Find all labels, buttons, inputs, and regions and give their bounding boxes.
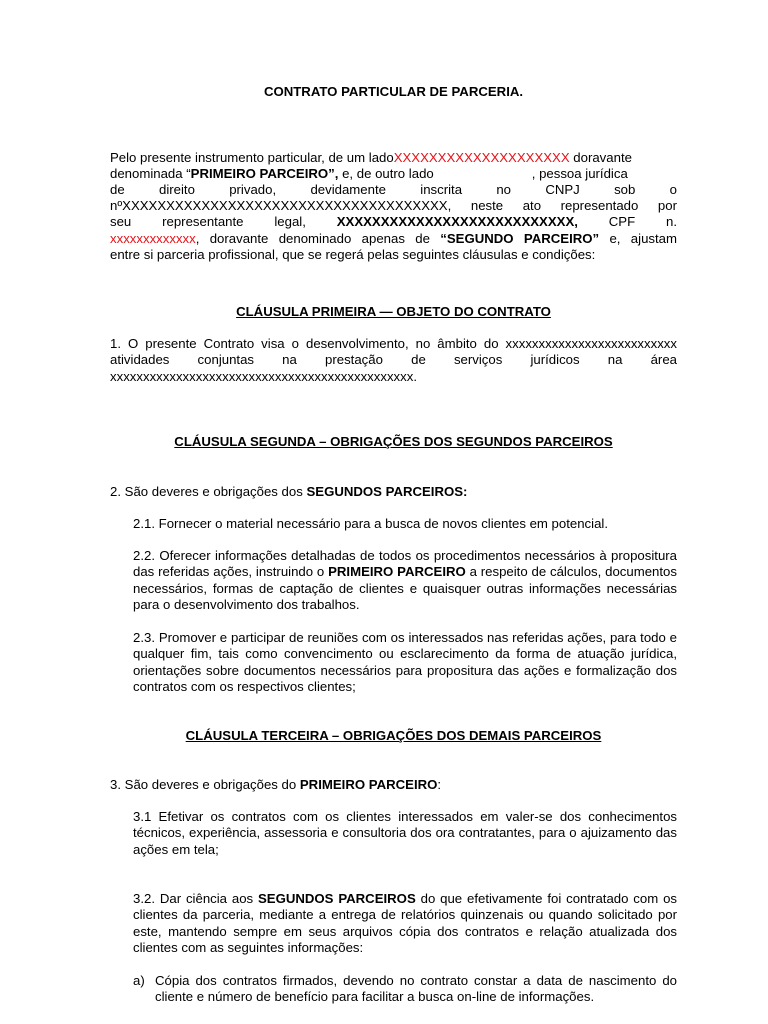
clause-item: 2.1. Fornecer o material necessário para a busca de novos clientes em potencial. (133, 516, 609, 531)
clause-item: 3.1 Efetivar os contratos com os clientes interessados em valer-se dos conhecimentos técnicos, experiência, assessoria e consultoria dos ora contratantes, para o ajuizamento das ações em tela; (133, 809, 677, 857)
clause-heading: CLÁUSULA TERCEIRA – OBRIGAÇÕES DOS DEMAIS PARCEIROS (185, 728, 602, 743)
list-item-text: Cópia dos contratos firmados, devendo no contrato constar a data de nascimento do cliente e número de benefício para facilitar a busca on-line de informações. (155, 973, 677, 1005)
intro-line: denominada “PRIMEIRO PARCEIRO”, e, de outro lado , pessoa jurídica (110, 166, 628, 181)
clause-intro: 2. São deveres e obrigações dos SEGUNDOS PARCEIROS: (110, 484, 468, 499)
placeholder-text: XXXXXXXXXXXXXXXXXXXX (393, 150, 570, 165)
clause-item: 3.2. Dar ciência aos SEGUNDOS PARCEIROS do que efetivamente foi contratado com os clientes da parceria, mediante a entrega de relatórios quinzenais ou quando solicitado por este, mantendo sempre em seus arquivos cópia dos contratos e relação atualizada dos clientes com as seguintes informações: (133, 891, 678, 955)
clause-paragraph: 1. O presente Contrato visa o desenvolvimento, no âmbito do xxxxxxxxxxxxxxxxxxxxxxxxxx atividades conjuntas na prestação de serviços jurídicos na área xxxxxxxxxxxxxxxxxxxxxxxxxxxxxxxxxxxxxxxxxxxxxx. (110, 336, 677, 384)
clause-intro: 3. São deveres e obrigações do PRIMEIRO PARCEIRO: (110, 777, 442, 792)
placeholder-text: xxxxxxxxxxxxx (110, 231, 196, 246)
clause-item: 2.3. Promover e participar de reuniões com os interessados nas referidas ações, para todo e qualquer fim, tais como convencimento ou esclarecimento da forma de atuação jurídica, orientações sobre documentos necessários para propositura das ações e formalização dos contratos com os respectivos clientes; (133, 630, 677, 694)
intro-line: de direito privado, devidamente inscrita no CNPJ sob o (110, 182, 677, 197)
document-title: CONTRATO PARTICULAR DE PARCERIA. (263, 84, 524, 99)
clause-item: 2.2. Oferecer informações detalhadas de todos os procedimentos necessários à propositura das referidas ações, instruindo o PRIMEIRO PARCEIRO a respeito de cálculos, documentos necessários, formas de captação de clientes e quaisquer outras informações necessárias para o desenvolvimento dos trabalhos. (133, 548, 677, 612)
clause-heading: CLÁUSULA SEGUNDA – OBRIGAÇÕES DOS SEGUNDOS PARCEIROS (174, 434, 613, 449)
intro-line: entre si parceria profissional, que se regerá pelas seguintes cláusulas e condições: (110, 247, 596, 262)
intro-line: nºXXXXXXXXXXXXXXXXXXXXXXXXXXXXXXXXXXXXX, neste ato representado por (110, 198, 677, 213)
intro-line: seu representante legal, XXXXXXXXXXXXXXXXXXXXXXXXXXX, CPF n. (110, 214, 677, 229)
list-item-label: a) (133, 973, 145, 988)
intro-line: xxxxxxxxxxxxx, doravante denominado apenas de “SEGUNDO PARCEIRO” e, ajustam (110, 231, 677, 246)
intro-line: Pelo presente instrumento particular, de um ladoXXXXXXXXXXXXXXXXXXXX doravante (110, 150, 632, 165)
clause-heading: CLÁUSULA PRIMEIRA — OBJETO DO CONTRATO (236, 304, 551, 319)
list-item (133, 973, 677, 1006)
